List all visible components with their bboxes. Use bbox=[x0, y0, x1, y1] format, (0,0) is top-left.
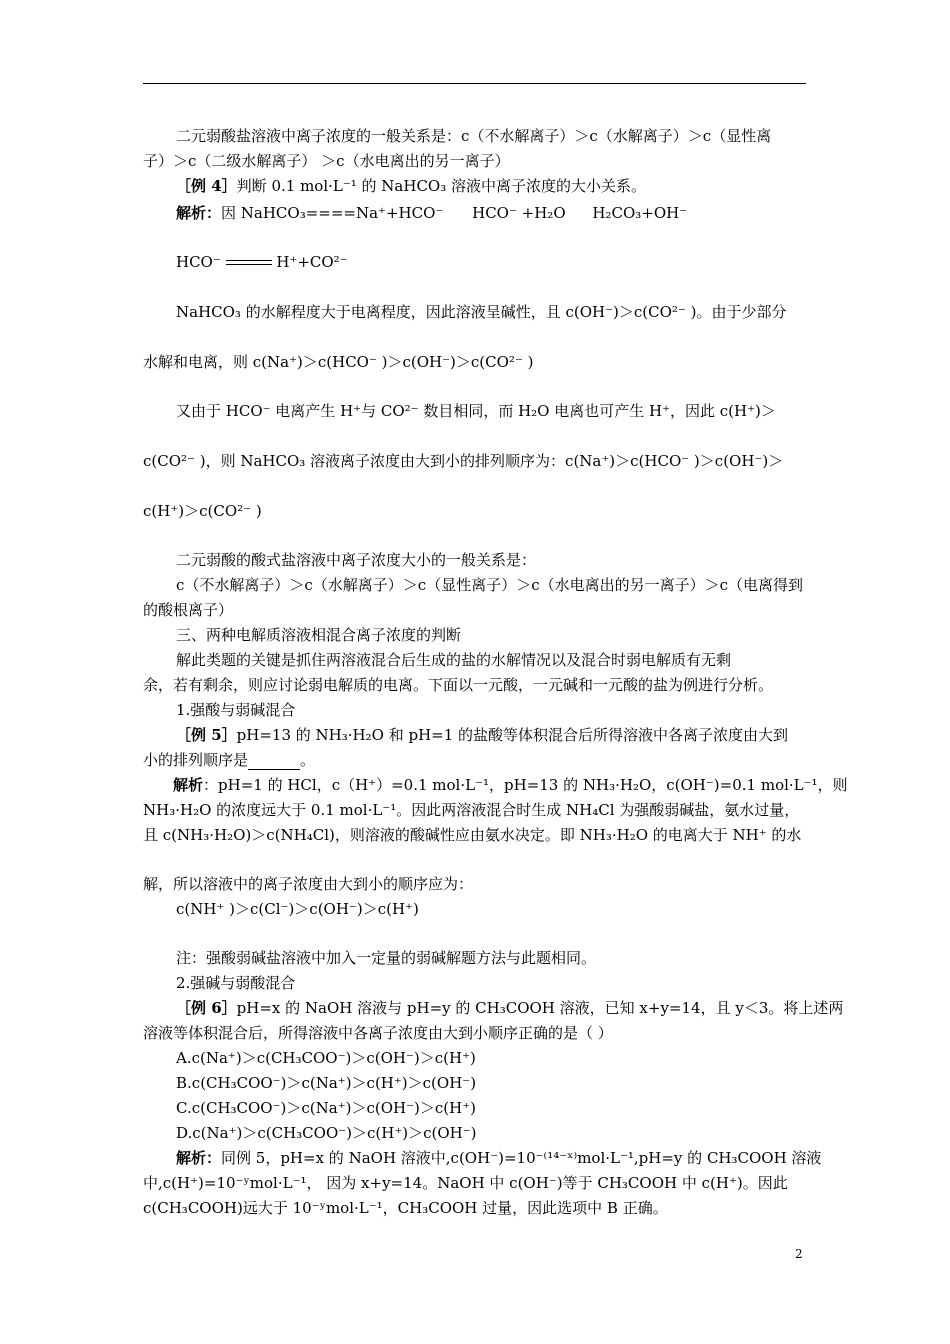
paragraph-line: 水解和电离，则 c(Na⁺)＞c(HCO⁻ )＞c(OH⁻)＞c(CO²⁻ ) bbox=[143, 353, 534, 371]
paragraph-line: 二元弱酸盐溶液中离子浓度的一般关系是：c（不水解离子）＞c（水解离子）＞c（显性离 bbox=[176, 127, 772, 145]
section-heading: 三、两种电解质溶液相混合离子浓度的判断 bbox=[176, 626, 462, 644]
paragraph-line: c(NH⁺ )＞c(Cl⁻)＞c(OH⁻)＞c(H⁺) bbox=[176, 900, 419, 918]
paragraph-line: c（不水解离子）＞c（水解离子）＞c（显性离子）＞c（水电离出的另一离子）＞c（电离得到 bbox=[176, 576, 804, 594]
analysis-line bbox=[173, 775, 848, 795]
paragraph-line: 溶液等体积混合后，所得溶液中各离子浓度由大到小顺序正确的是（ ） bbox=[143, 1024, 613, 1042]
paragraph-line: NH₃·H₂O 的浓度远大于 0.1 mol·L⁻¹。因此两溶液混合时生成 NH₄Cl 为强酸弱碱盐，氨水过量， bbox=[143, 801, 800, 819]
paragraph-line: NaHCO₃ 的水解程度大于电离程度，因此溶液呈碱性，且 c(OH⁻)＞c(CO²⁻ )。由于少部分 bbox=[176, 303, 787, 321]
analysis-line bbox=[176, 1148, 822, 1168]
paragraph-line: 二元弱酸的酸式盐溶液中离子浓度大小的一般关系是： bbox=[176, 551, 537, 569]
equation-text: HCO⁻ +H₂O bbox=[472, 204, 566, 222]
paragraph-line: 余，若有剩余，则应讨论弱电解质的电离。下面以一元酸，一元碱和一元酸的盐为例进行分析。 bbox=[143, 676, 774, 694]
example-6-line bbox=[176, 998, 844, 1018]
equation-line bbox=[176, 252, 806, 272]
paragraph-line: c(CH₃COOH)远大于 10⁻ʸmol·L⁻¹，CH₃COOH 过量，因此选项中 B 正确。 bbox=[143, 1199, 668, 1217]
analysis-text: 同例 5，pH=x 的 NaOH 溶液中,c(OH⁻)=10⁻⁽¹⁴⁻ˣ⁾mol·L⁻¹,pH=y 的 CH₃COOH 溶液 bbox=[221, 1149, 822, 1167]
example-label: ［例 5］ bbox=[176, 726, 237, 744]
paragraph-line: 的酸根离子） bbox=[143, 601, 234, 619]
example-text: pH=x 的 NaOH 溶液与 pH=y 的 CH₃COOH 溶液，已知 x+y=14，且 y＜3。将上述两 bbox=[236, 999, 844, 1017]
equation-text: H⁺+CO²⁻ bbox=[276, 253, 348, 271]
option-b: B.c(CH₃COO⁻)＞c(Na⁺)＞c(H⁺)＞c(OH⁻) bbox=[176, 1074, 477, 1092]
example-text: 判断 0.1 mol·L⁻¹ 的 NaHCO₃ 溶液中离子浓度的大小关系。 bbox=[236, 177, 647, 195]
paragraph-line: 且 c(NH₃·H₂O)＞c(NH₄Cl)，则溶液的酸碱性应由氨水决定。即 NH₃·H₂O 的电离大于 NH⁺ 的水 bbox=[143, 826, 802, 844]
note-line: 注：强酸弱碱盐溶液中加入一定量的弱碱解题方法与此题相同。 bbox=[176, 949, 597, 967]
paragraph-line: c(H⁺)＞c(CO²⁻ ) bbox=[143, 502, 262, 520]
header-rule bbox=[143, 83, 806, 84]
analysis-line bbox=[176, 203, 806, 223]
answer-blank bbox=[248, 755, 300, 770]
analysis-label: 解析： bbox=[176, 204, 222, 222]
question-text: 小的排列顺序是 bbox=[143, 751, 249, 769]
equation-text: HCO⁻ bbox=[176, 253, 221, 271]
option-c: C.c(CH₃COO⁻)＞c(Na⁺)＞c(OH⁻)＞c(H⁺) bbox=[176, 1099, 476, 1117]
paragraph-line: 又由于 HCO⁻ 电离产生 H⁺与 CO²⁻ 数目相同，而 H₂O 电离也可产生 H⁺，因此 c(H⁺)＞ bbox=[176, 402, 776, 420]
example-label: ［例 4］ bbox=[176, 177, 237, 195]
option-a: A.c(Na⁺)＞c(CH₃COO⁻)＞c(OH⁻)＞c(H⁺) bbox=[176, 1049, 476, 1067]
paragraph-line: 中,c(H⁺)=10⁻ʸmol·L⁻¹， 因为 x+y=14。NaOH 中 c(OH⁻)等于 CH₃COOH 中 c(H⁺)。因此 bbox=[143, 1174, 788, 1192]
analysis-label: 解析： bbox=[176, 1149, 222, 1167]
paragraph-line bbox=[143, 750, 806, 770]
subsection-heading: 2.强碱与弱酸混合 bbox=[176, 974, 296, 992]
example-text: pH=13 的 NH₃·H₂O 和 pH=1 的盐酸等体积混合后所得溶液中各离子浓度由大到 bbox=[236, 726, 789, 744]
question-end: 。 bbox=[300, 751, 316, 769]
equation-text: H₂CO₃+OH⁻ bbox=[592, 204, 688, 222]
paragraph-line: 解此类题的关键是抓住两溶液混合后生成的盐的水解情况以及混合时弱电解质有无剩 bbox=[176, 651, 732, 669]
example-label: ［例 6］ bbox=[176, 999, 237, 1017]
page-number: 2 bbox=[795, 1247, 803, 1261]
paragraph-line: 解，所以溶液中的离子浓度由大到小的顺序应为： bbox=[143, 875, 474, 893]
equilibrium-arrow-icon bbox=[226, 258, 272, 268]
example-4-line bbox=[176, 176, 806, 196]
analysis-text: ：pH=1 的 HCl，c（H⁺）=0.1 mol·L⁻¹，pH=13 的 NH₃·H₂O，c(OH⁻)=0.1 mol·L⁻¹，则 bbox=[203, 776, 848, 794]
example-5-line bbox=[176, 725, 806, 745]
equation-text: 因 NaHCO₃====Na⁺+HCO⁻ bbox=[221, 204, 444, 222]
paragraph-line: c(CO²⁻ )，则 NaHCO₃ 溶液离子浓度由大到小的排列顺序为：c(Na⁺)＞c(HCO⁻ )＞c(OH⁻)＞ bbox=[143, 452, 784, 470]
paragraph-line: 子）＞c（二级水解离子） ＞c（水电离出的另一离子） bbox=[143, 152, 510, 170]
analysis-label: 解析 bbox=[173, 776, 204, 794]
option-d: D.c(Na⁺)＞c(CH₃COO⁻)＞c(H⁺)＞c(OH⁻) bbox=[176, 1124, 477, 1142]
subsection-heading: 1.强酸与弱碱混合 bbox=[176, 701, 296, 719]
